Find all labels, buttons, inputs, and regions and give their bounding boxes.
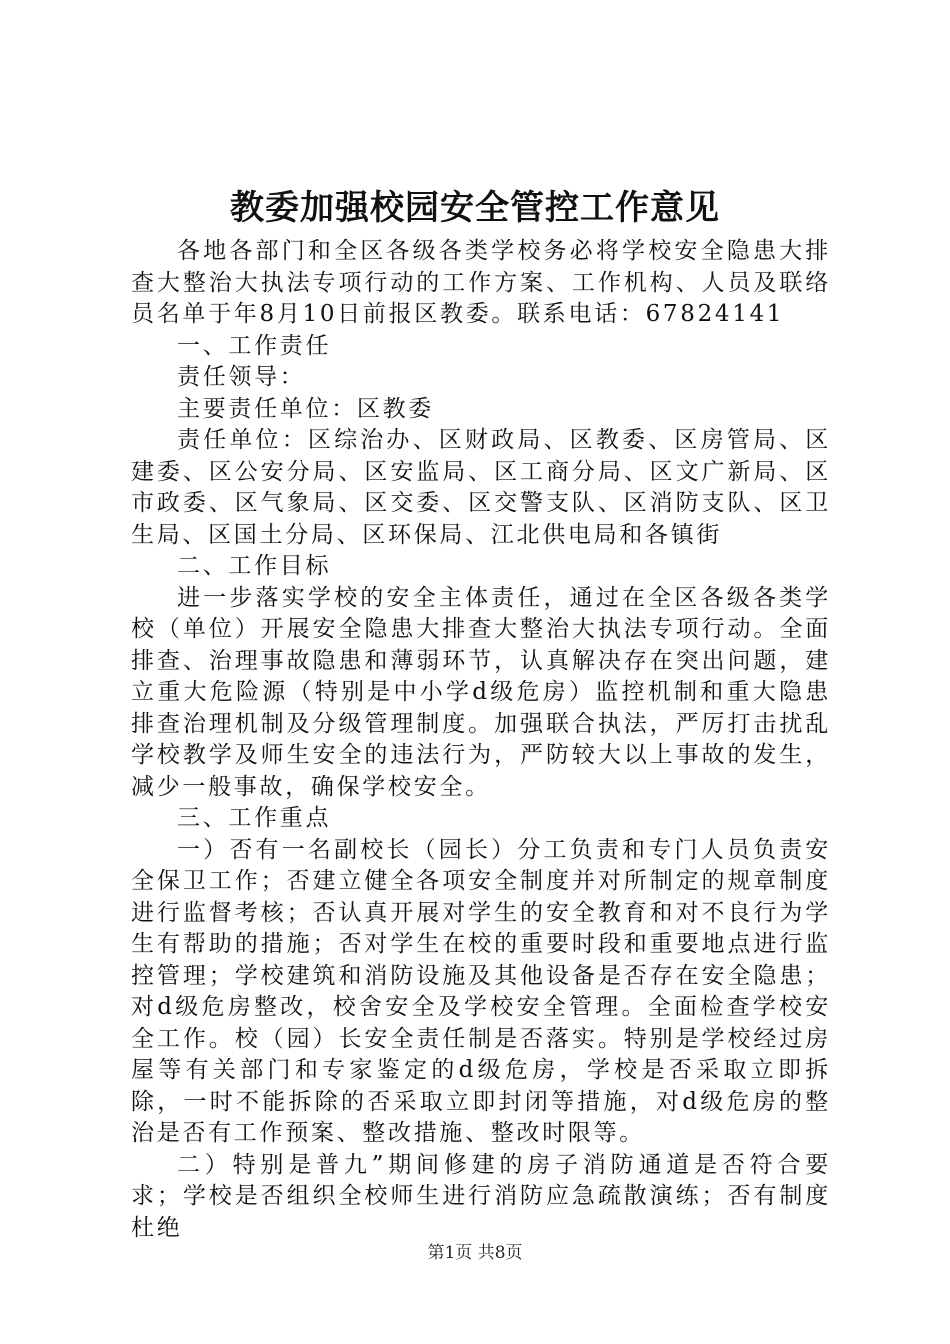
section-heading-responsibility: 一、工作责任 bbox=[177, 332, 332, 359]
paragraph-intro: 各地各部门和全区各级各类学校务必将学校安全隐患大排查大整治大执法专项行动的工作方案、工作机构、人员及联络员名单于年8月10日前报区教委。联系电话：67824141 bbox=[131, 238, 831, 327]
paragraph-responsible-units: 责任单位：区综治办、区财政局、区教委、区房管局、区建委、区公安分局、区安监局、区工商分局、区文广新局、区市政委、区气象局、区交委、区交警支队、区消防支队、区卫生局、区国土分局、区环保局、江北供电局和各镇街 bbox=[131, 427, 831, 548]
paragraph-responsible-leader: 责任领导： bbox=[177, 364, 306, 390]
paragraph-key-point-1: 一）否有一名副校长（园长）分工负责和专门人员负责安全保卫工作；否建立健全各项安全制度并对所制定的规章制度进行监督考核；否认真开展对学生的安全教育和对不良行为学生有帮助的措施；否对学生在校的重要时段和重要地点进行监控管理；学校建筑和消防设施及其他设备是否存在安全隐患；对d级危房整改，校舍安全及学校安全管理。全面检查学校安全工作。校（园）长安全责任制是否落实。特别是学校经过房屋等有关部门和专家鉴定的d级危房，学校是否采取立即拆除，一时不能拆除的否采取立即封闭等措施，对d级危房的整治是否有工作预案、整改措施、整改时限等。 bbox=[131, 836, 831, 1146]
paragraph-goals: 进一步落实学校的安全主体责任，通过在全区各级各类学校（单位）开展安全隐患大排查大整治大执法专项行动。全面排查、治理事故隐患和薄弱环节，认真解决存在突出问题，建立重大危险源（特别是中小学d级危房）监控机制和重大隐患排查治理机制及分级管理制度。加强联合执法，严厉打击扰乱学校教学及师生安全的违法行为，严防较大以上事故的发生，减少一般事故，确保学校安全。 bbox=[131, 584, 831, 800]
page-number-footer: 第1页 共8页 bbox=[427, 1243, 523, 1263]
document-title: 教委加强校园安全管控工作意见 bbox=[230, 188, 720, 228]
section-heading-goals: 二、工作目标 bbox=[177, 553, 332, 579]
section-heading-key-points: 三、工作重点 bbox=[177, 805, 332, 831]
document-body bbox=[131, 236, 831, 1244]
paragraph-main-unit: 主要责任单位：区教委 bbox=[177, 395, 434, 422]
paragraph-key-point-2: 二）特别是普九”期间修建的房子消防通道是否符合要求；学校是否组织全校师生进行消防应急疏散演练；否有制度杜绝 bbox=[131, 1151, 831, 1241]
